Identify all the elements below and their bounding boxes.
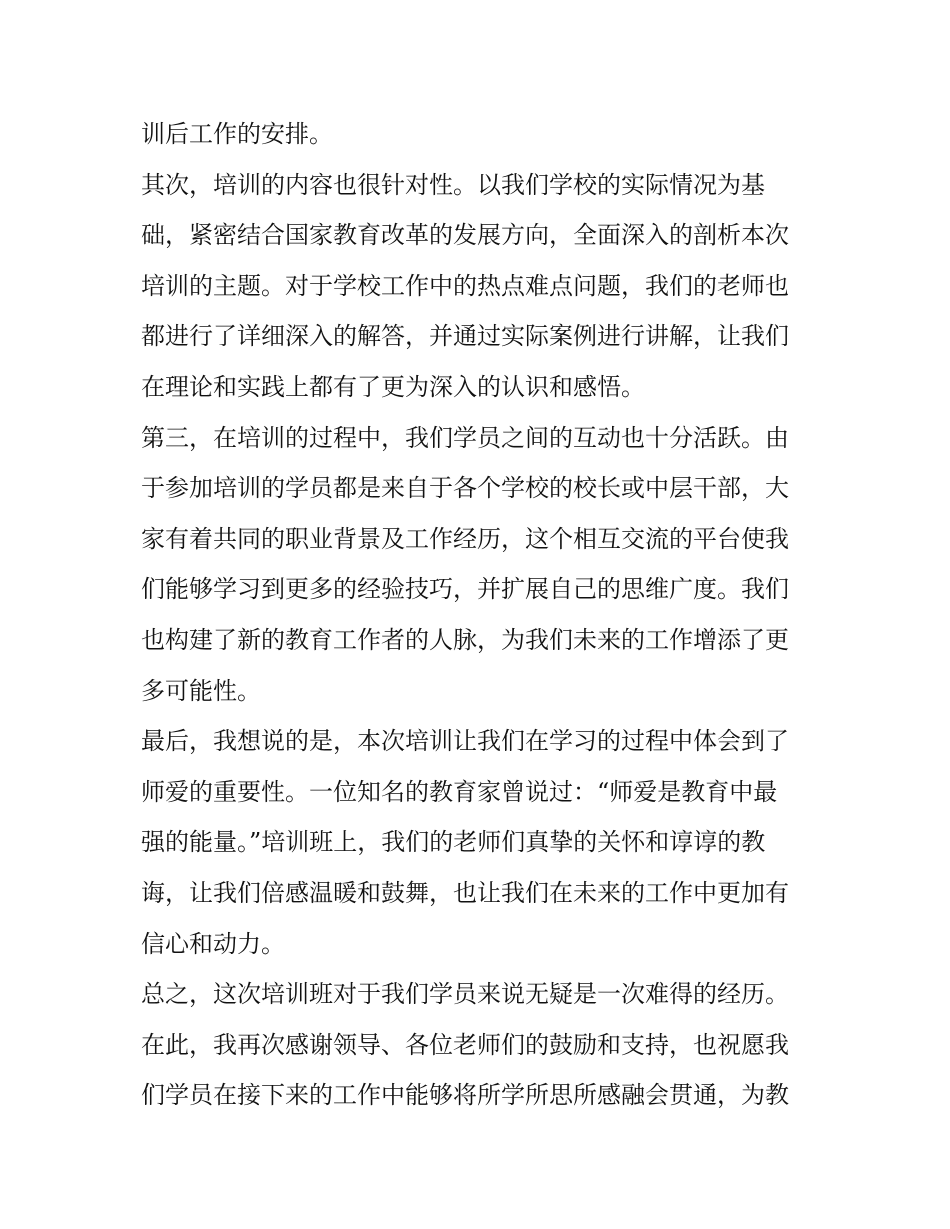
text-line: 都进行了详细深入的解答，并通过实际案例进行讲解，让我们	[141, 322, 789, 351]
text-line: 于参加培训的学员都是来自于各个学校的校长或中层干部，大	[141, 474, 789, 503]
text-line: 们能够学习到更多的经验技巧，并扩展自己的思维广度。我们	[141, 575, 789, 604]
text-line: 其次，培训的内容也很针对性。以我们学校的实际情况为基	[141, 170, 765, 199]
text-line: 也构建了新的教育工作者的人脉，为我们未来的工作增添了更	[141, 625, 789, 654]
text-line: 多可能性。	[141, 676, 261, 705]
text-line: 总之，这次培训班对于我们学员来说无疑是一次难得的经历。	[141, 980, 789, 1009]
text-line: 强的能量。”培训班上，我们的老师们真挚的关怀和谆谆的教	[141, 828, 766, 857]
text-line: 在理论和实践上都有了更为深入的认识和感悟。	[141, 372, 645, 401]
text-line: 诲，让我们倍感温暖和鼓舞，也让我们在未来的工作中更加有	[141, 878, 789, 907]
text-line: 在此，我再次感谢领导、各位老师们的鼓励和支持，也祝愿我	[141, 1030, 789, 1059]
text-line: 师爱的重要性。一位知名的教育家曾说过：“师爱是教育中最	[141, 777, 778, 806]
text-line: 培训的主题。对于学校工作中的热点难点问题，我们的老师也	[141, 271, 789, 300]
text-line: 础，紧密结合国家教育改革的发展方向，全面深入的剖析本次	[141, 221, 789, 250]
text-line: 最后，我想说的是，本次培训让我们在学习的过程中体会到了	[141, 727, 789, 756]
text-line: 信心和动力。	[141, 929, 285, 958]
document-body	[141, 109, 821, 1121]
text-line: 训后工作的安排。	[141, 120, 333, 148]
text-line: 们学员在接下来的工作中能够将所学所思所感融会贯通，为教	[141, 1081, 789, 1110]
text-line: 家有着共同的职业背景及工作经历，这个相互交流的平台使我	[141, 524, 789, 553]
text-line: 第三，在培训的过程中，我们学员之间的互动也十分活跃。由	[141, 423, 789, 452]
